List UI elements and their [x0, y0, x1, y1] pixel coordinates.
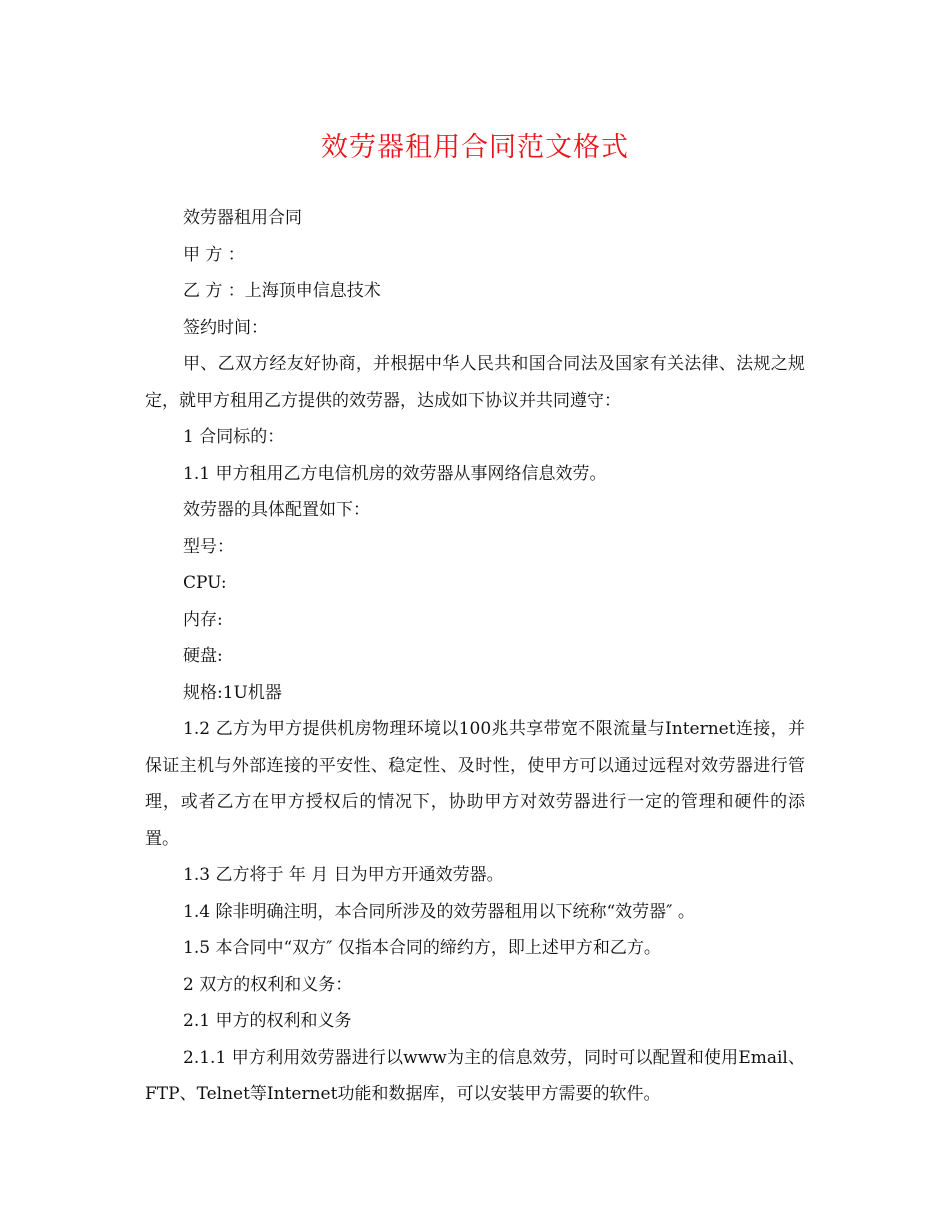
paragraph: 规格:1U机器 — [183, 682, 282, 703]
paragraph: 2.1 甲方的权利和义务 — [183, 1011, 352, 1031]
paragraph: 1.5 本合同中“双方″ 仅指本合同的缔约方，即上述甲方和乙方。 — [183, 938, 661, 958]
paragraph: 签约时间： — [183, 317, 268, 338]
paragraph: 1 合同标的： — [183, 427, 285, 447]
paragraph: 1.3 乙方将于 年 月 日为甲方开通效劳器。 — [183, 865, 504, 885]
paragraph: 2.1.1 甲方利用效劳器进行以www为主的信息效劳，同时可以配置和使用Email、FTP、Telnet等Internet功能和数据库，可以安装甲方需要的软件。 — [145, 1047, 805, 1104]
document-body — [145, 200, 805, 1113]
document-title: 效劳器租用合同范文格式 — [321, 132, 629, 163]
paragraph: 型号： — [183, 536, 234, 557]
paragraph: 甲 方 ： — [183, 244, 245, 265]
paragraph: 1.1 甲方租用乙方电信机房的效劳器从事网络信息效劳。 — [183, 463, 607, 484]
paragraph: 乙 方 ：上海顶申信息技术 — [183, 281, 381, 301]
paragraph: 效劳器的具体配置如下： — [183, 500, 370, 520]
paragraph: 1.2 乙方为甲方提供机房物理环境以100兆共享带宽不限流量与Internet连接，并保证主机与外部连接的平安性、稳定性、及时性，使甲方可以通过远程对效劳器进行管理，或者乙方在甲方授权后的情况下，协助甲方对效劳器进行一定的管理和硬件的添置。 — [145, 719, 805, 849]
paragraph: 硬盘: — [183, 646, 223, 666]
paragraph: 甲、乙双方经友好协商，并根据中华人民共和国合同法及国家有关法律、法规之规定，就甲方租用乙方提供的效劳器，达成如下协议并共同遵守： — [145, 354, 805, 411]
paragraph: 内存: — [183, 609, 223, 630]
paragraph: 2 双方的权利和义务： — [183, 974, 353, 995]
paragraph: 效劳器租用合同 — [183, 208, 302, 228]
paragraph: CPU: — [183, 573, 227, 593]
paragraph: 1.4 除非明确注明，本合同所涉及的效劳器租用以下统称“效劳器″ 。 — [183, 901, 695, 922]
